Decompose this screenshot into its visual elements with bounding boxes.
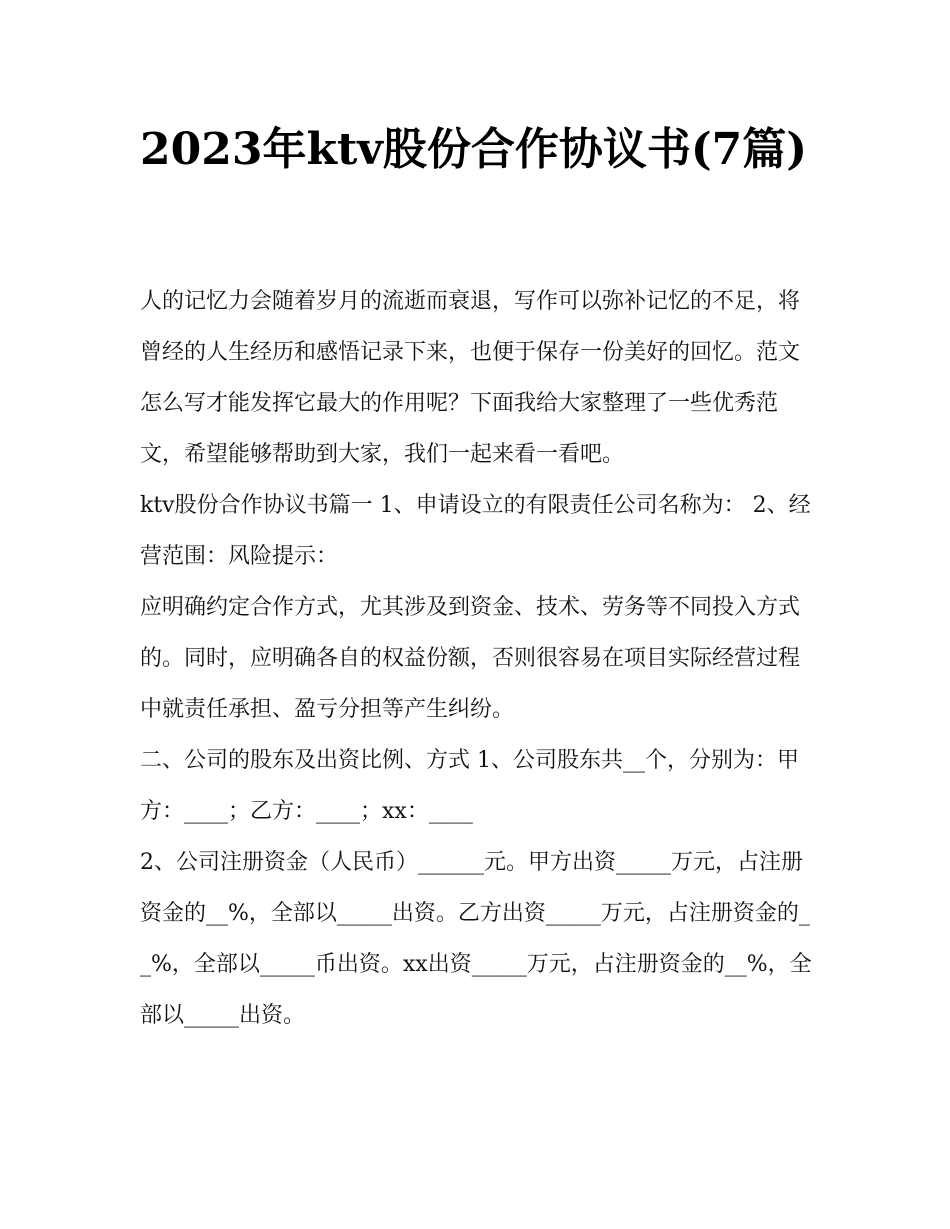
document-body [140,276,812,1041]
document-title: 2023年ktv股份合作协议书(7篇) [140,124,808,175]
section-one-heading-paragraph: ktv股份合作协议书篇一 1、申请设立的有限责任公司名称为： 2、经营范围：风险提示： [140,493,811,569]
registered-capital-paragraph: 2、公司注册资金（人民币）______元。甲方出资_____万元，占注册资金的__%，全部以_____出资。乙方出资_____万元，占注册资金的__%，全部以_____币出资。xx出资_____万元，占注册资金的__%，全部以_____出资。 [140,850,812,1028]
shareholders-paragraph: 二、公司的股东及出资比例、方式 1、公司股东共__个，分别为：甲方：____；乙方：____；xx：____ [140,748,799,824]
intro-paragraph: 人的记忆力会随着岁月的流逝而衰退，写作可以弥补记忆的不足，将曾经的人生经历和感悟记录下来，也便于保存一份美好的回忆。范文怎么写才能发挥它最大的作用呢？下面我给大家整理了一些优秀范文，希望能够帮助到大家，我们一起来看一看吧。 [140,289,801,467]
risk-tip-paragraph: 应明确约定合作方式，尤其涉及到资金、技术、劳务等不同投入方式的。同时，应明确各自的权益份额，否则很容易在项目实际经营过程中就责任承担、盈亏分担等产生纠纷。 [140,595,801,722]
